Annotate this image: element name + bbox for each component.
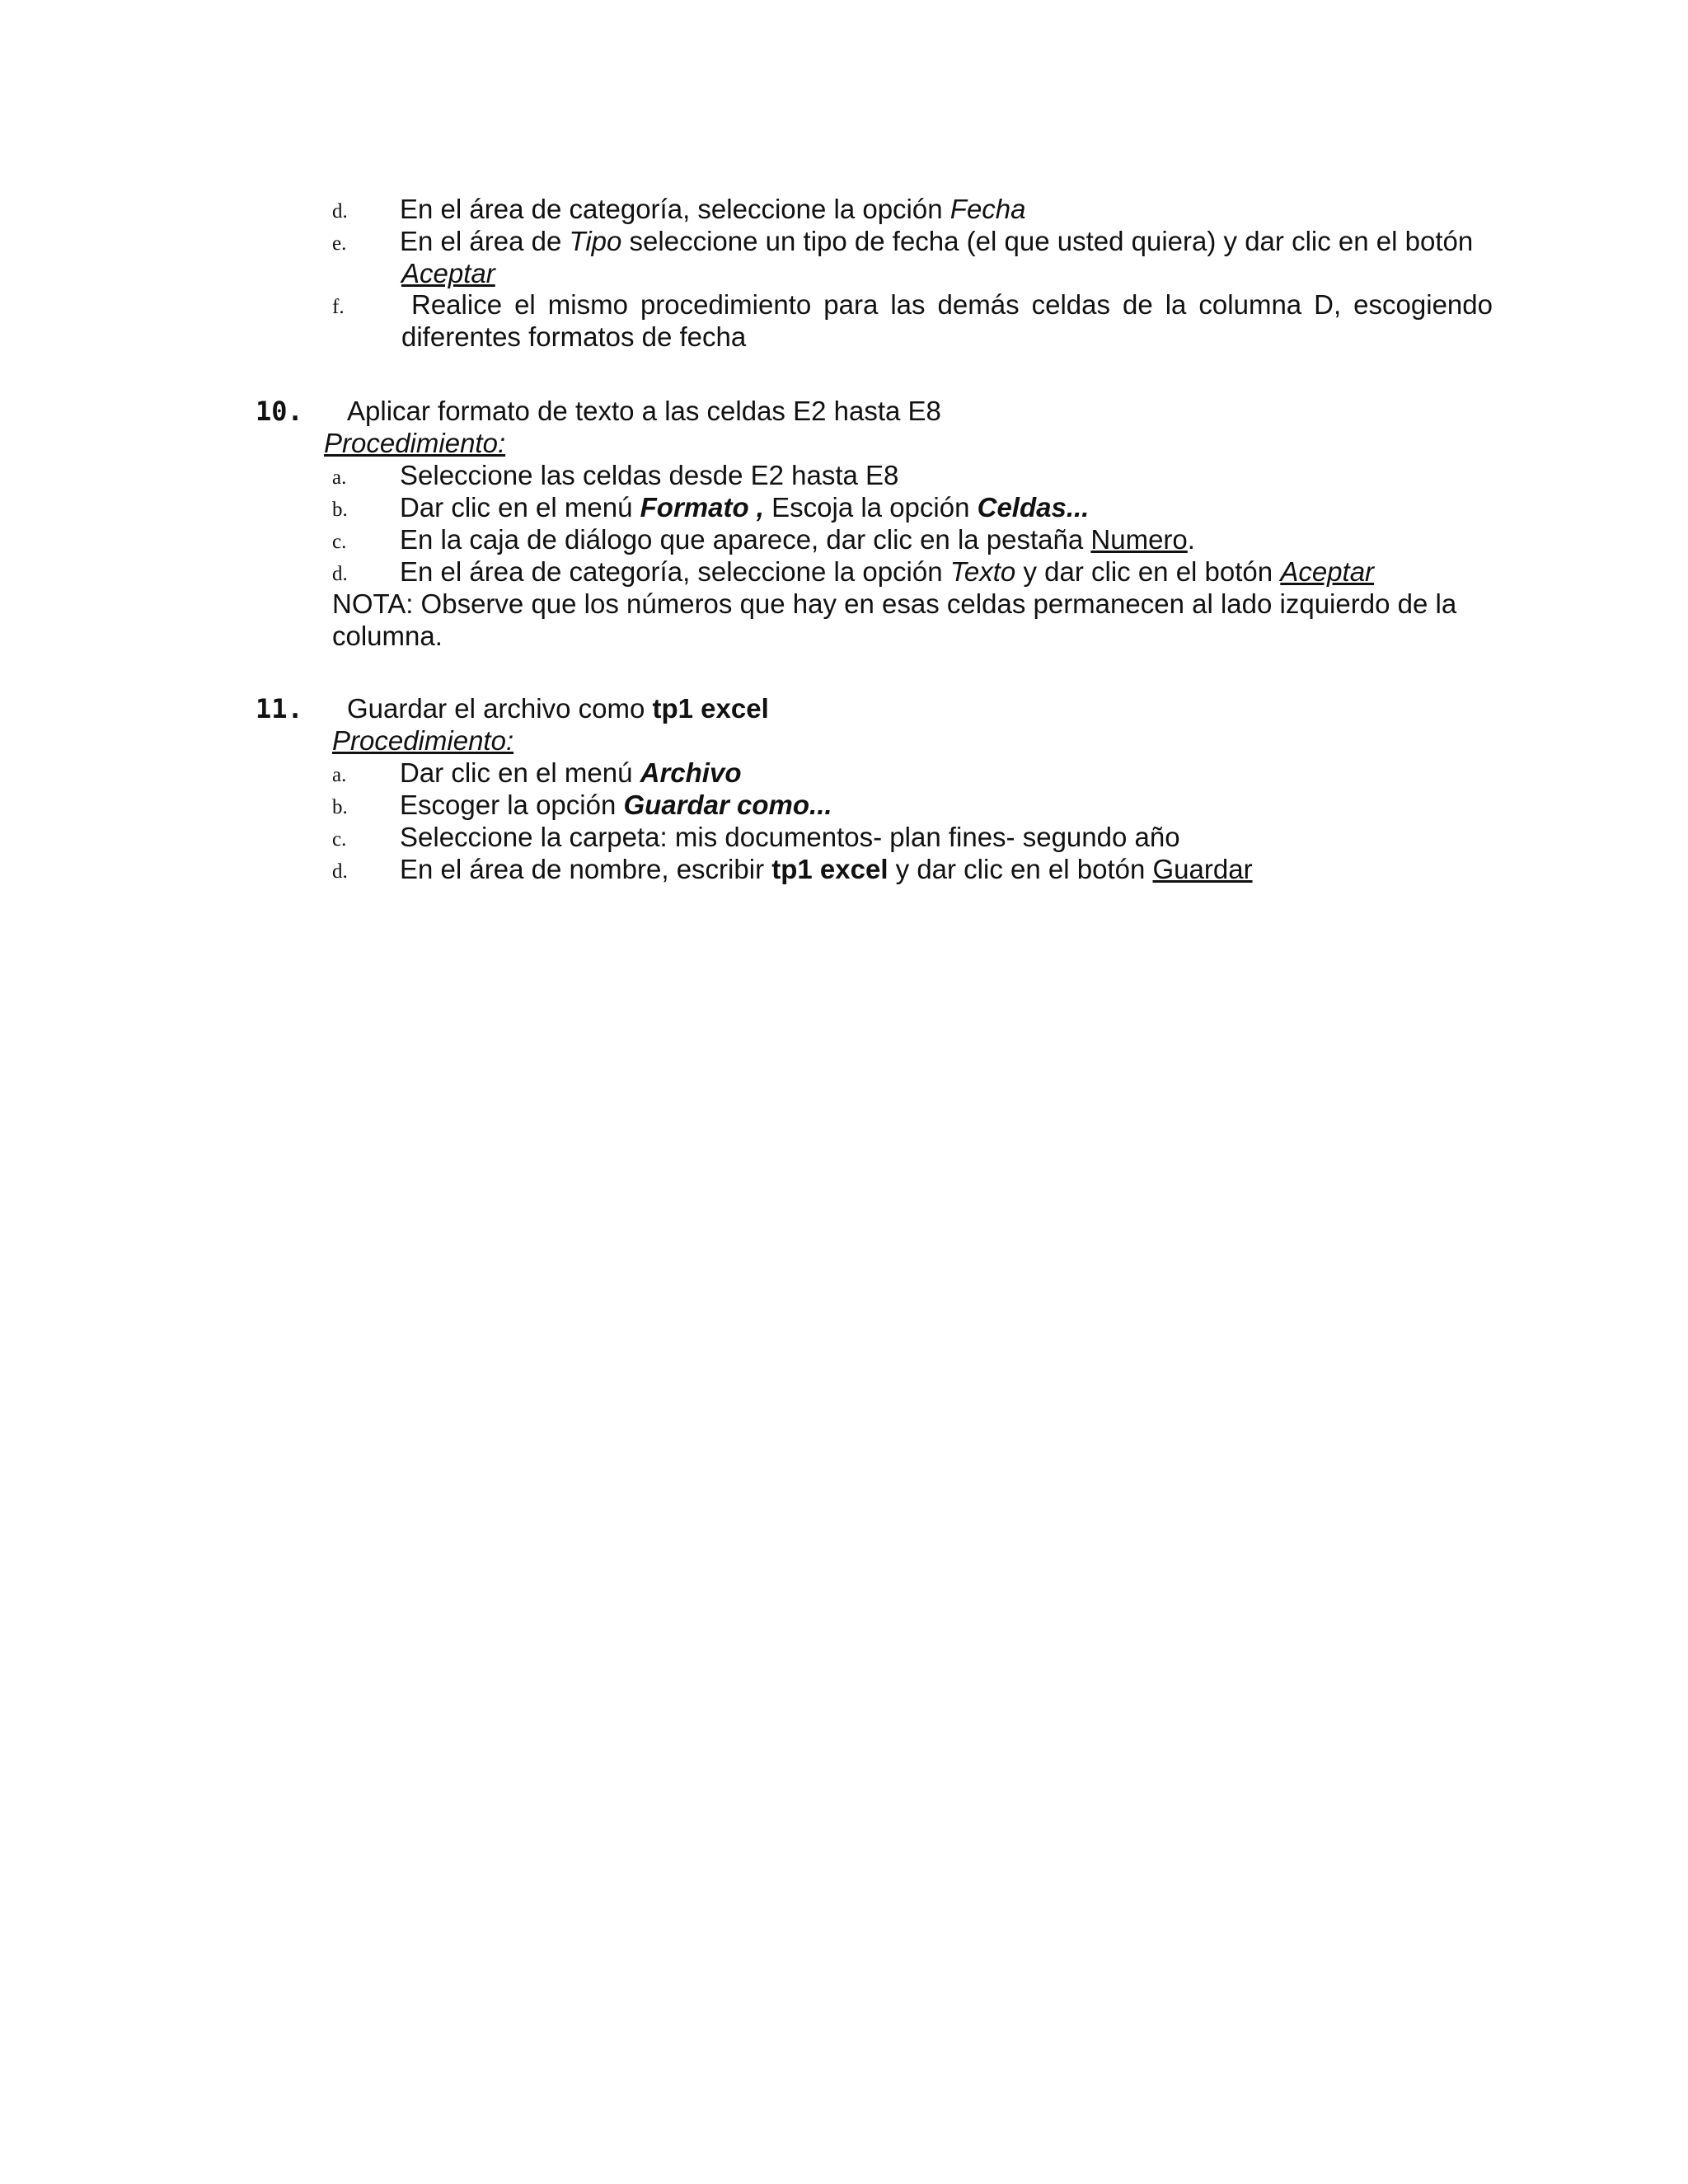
list-item-11c: Seleccione la carpeta: mis documentos- plan fines- segundo año: [400, 822, 1180, 852]
list-item-9f-line1: Realice el mismo procedimiento para las demás celdas de la columna D, escogiendo: [411, 289, 1493, 320]
list-item-11a: Dar clic en el menú Archivo: [400, 757, 742, 788]
aceptar-link: Aceptar: [401, 258, 495, 288]
list-item-11d: En el área de nombre, escribir tp1 excel y dar clic en el botón Guardar: [400, 854, 1253, 884]
section-11-title: Guardar el archivo como tp1 excel: [347, 693, 769, 724]
list-item-10d: En el área de categoría, seleccione la opción Texto y dar clic en el botón Aceptar: [400, 556, 1375, 587]
list-marker: e.: [332, 232, 347, 255]
list-marker: c.: [332, 531, 347, 553]
list-marker: c.: [332, 828, 347, 851]
list-marker: b.: [332, 499, 348, 521]
note-line-2: columna.: [332, 621, 443, 651]
list-item-11b: Escoger la opción Guardar como...: [400, 790, 832, 820]
list-item-9e: En el área de Tipo seleccione un tipo de fecha (el que usted quiera) y dar clic en el botón: [400, 226, 1474, 256]
section-11-number: 11.: [256, 693, 303, 724]
procedure-label: Procedimiento:: [324, 428, 506, 458]
list-marker: b.: [332, 796, 348, 818]
section-10-number: 10.: [256, 396, 303, 427]
list-item-10c: En la caja de diálogo que aparece, dar clic en la pestaña Numero.: [400, 524, 1195, 555]
list-marker: d.: [332, 200, 348, 223]
list-item-10a: Seleccione las celdas desde E2 hasta E8: [400, 460, 899, 490]
list-marker: a.: [332, 466, 347, 489]
list-marker: d.: [332, 563, 348, 585]
list-marker: a.: [332, 764, 347, 786]
list-item-9d: En el área de categoría, seleccione la opción Fecha: [400, 194, 1026, 224]
list-item-10b: Dar clic en el menú Formato , Escoja la opción Celdas...: [400, 492, 1090, 523]
list-marker: f.: [332, 296, 345, 318]
section-10-title: Aplicar formato de texto a las celdas E2 hasta E8: [347, 396, 941, 426]
list-item-9f-line2: diferentes formatos de fecha: [401, 321, 747, 352]
procedure-label: Procedimiento:: [332, 725, 514, 756]
list-marker: d.: [332, 860, 348, 883]
note-line-1: NOTA: Observe que los números que hay en esas celdas permanecen al lado izquierdo de la: [332, 588, 1457, 619]
